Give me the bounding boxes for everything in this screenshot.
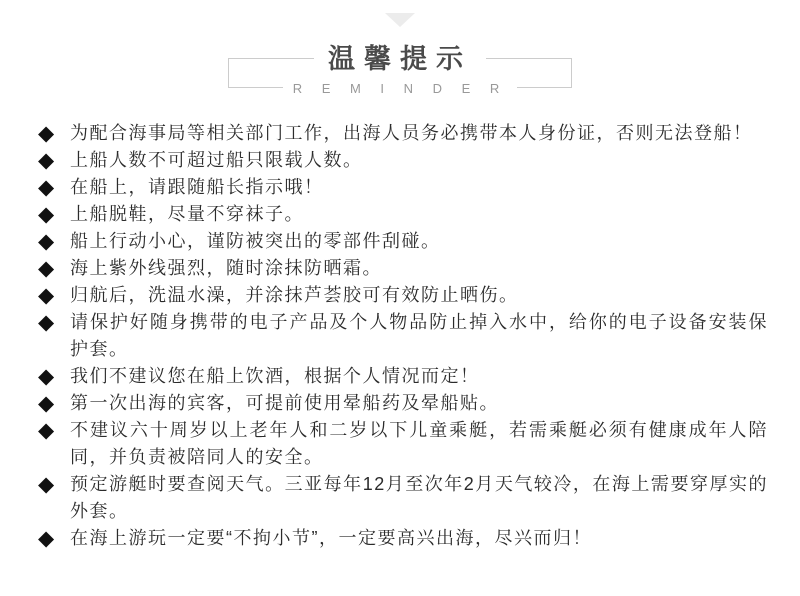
notice-text: 我们不建议您在船上饮酒，根据个人情况而定！ xyxy=(70,366,480,386)
notice-list xyxy=(0,120,800,552)
notice-text: 请保护好随身携带的电子产品及个人物品防止掉入水中，给你的电子设备安装保护套。 xyxy=(70,312,768,359)
notice-item xyxy=(38,417,768,471)
notice-item xyxy=(38,147,768,174)
notice-item xyxy=(38,282,768,309)
notice-item xyxy=(38,120,768,147)
diamond-bullet-icon: ◆ xyxy=(38,392,55,415)
diamond-bullet-icon: ◆ xyxy=(38,176,55,199)
diamond-bullet-icon: ◆ xyxy=(38,122,55,145)
notice-text: 不建议六十周岁以上老年人和二岁以下儿童乘艇，若需乘艇必须有健康成年人陪同，并负责被陪同人的安全。 xyxy=(70,420,768,467)
notice-item xyxy=(38,174,768,201)
notice-text: 第一次出海的宾客，可提前使用晕船药及晕船贴。 xyxy=(70,393,499,413)
page-title: 温馨提示 xyxy=(314,45,486,73)
notice-item xyxy=(38,309,768,363)
diamond-bullet-icon: ◆ xyxy=(38,257,55,280)
reminder-header xyxy=(228,45,572,98)
notice-text: 在海上游玩一定要“不拘小节”，一定要高兴出海，尽兴而归！ xyxy=(70,528,592,548)
notice-text: 上船人数不可超过船只限载人数。 xyxy=(70,150,363,170)
diamond-bullet-icon: ◆ xyxy=(38,230,55,253)
notice-item xyxy=(38,228,768,255)
header-title-row xyxy=(228,45,572,73)
diamond-bullet-icon: ◆ xyxy=(38,284,55,307)
notice-text: 船上行动小心，谨防被突出的零部件刮碰。 xyxy=(70,231,441,251)
page-subtitle: R E M I N D E R xyxy=(283,81,518,96)
notice-item xyxy=(38,363,768,390)
diamond-bullet-icon: ◆ xyxy=(38,527,55,550)
diamond-bullet-icon: ◆ xyxy=(38,203,55,226)
diamond-bullet-icon: ◆ xyxy=(38,149,55,172)
reminder-page xyxy=(0,13,800,596)
down-triangle-icon xyxy=(385,13,415,27)
diamond-bullet-icon: ◆ xyxy=(38,365,55,388)
notice-item xyxy=(38,390,768,417)
notice-item xyxy=(38,471,768,525)
notice-text: 海上紫外线强烈，随时涂抹防晒霜。 xyxy=(70,258,382,278)
notice-item xyxy=(38,201,768,228)
diamond-bullet-icon: ◆ xyxy=(38,419,55,442)
diamond-bullet-icon: ◆ xyxy=(38,311,55,334)
notice-text: 归航后，洗温水澡，并涂抹芦荟胶可有效防止晒伤。 xyxy=(70,285,519,305)
diamond-bullet-icon: ◆ xyxy=(38,473,55,496)
header-subtitle-row xyxy=(228,80,572,98)
notice-item xyxy=(38,525,768,552)
notice-text: 在船上，请跟随船长指示哦！ xyxy=(70,177,324,197)
notice-text: 为配合海事局等相关部门工作，出海人员务必携带本人身份证，否则无法登船！ xyxy=(70,123,753,143)
notice-text: 预定游艇时要查阅天气。三亚每年12月至次年2月天气较冷，在海上需要穿厚实的外套。 xyxy=(70,474,768,521)
notice-text: 上船脱鞋，尽量不穿袜子。 xyxy=(70,204,304,224)
notice-item xyxy=(38,255,768,282)
